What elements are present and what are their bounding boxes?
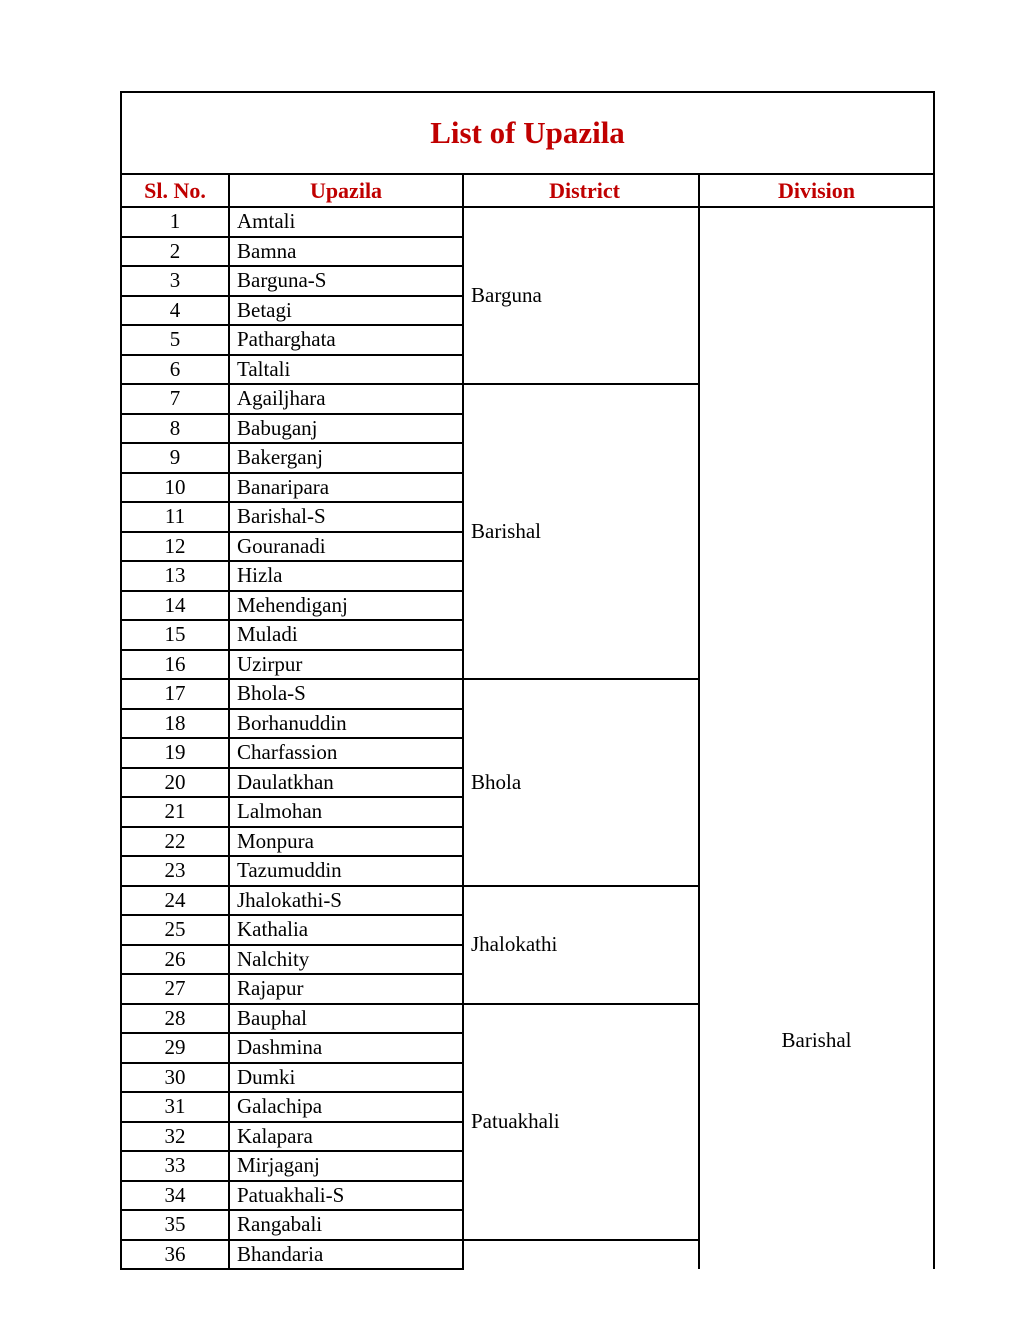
page-title: List of Upazila	[121, 92, 934, 174]
district-cell: Barguna	[463, 207, 699, 384]
upazila-cell: Daulatkhan	[229, 768, 463, 798]
district-cell: Patuakhali	[463, 1004, 699, 1240]
sl-no-cell: 32	[121, 1122, 229, 1152]
col-header-district: District	[463, 174, 699, 207]
sl-no-cell: 19	[121, 738, 229, 768]
sl-no-cell: 17	[121, 679, 229, 709]
upazila-cell: Rajapur	[229, 974, 463, 1004]
sl-no-cell: 24	[121, 886, 229, 916]
upazila-cell: Charfassion	[229, 738, 463, 768]
sl-no-cell: 22	[121, 827, 229, 857]
upazila-cell: Patuakhali-S	[229, 1181, 463, 1211]
col-header-division: Division	[699, 174, 934, 207]
upazila-cell: Kathalia	[229, 915, 463, 945]
sl-no-cell: 31	[121, 1092, 229, 1122]
sl-no-cell: 1	[121, 207, 229, 237]
upazila-cell: Mirjaganj	[229, 1151, 463, 1181]
upazila-table	[120, 91, 935, 1270]
upazila-cell: Gouranadi	[229, 532, 463, 562]
sl-no-cell: 33	[121, 1151, 229, 1181]
table-row	[121, 207, 934, 237]
sl-no-cell: 34	[121, 1181, 229, 1211]
district-cell: Jhalokathi	[463, 886, 699, 1004]
document-page	[120, 91, 933, 1270]
sl-no-cell: 10	[121, 473, 229, 503]
sl-no-cell: 11	[121, 502, 229, 532]
upazila-cell: Dumki	[229, 1063, 463, 1093]
upazila-cell: Bhola-S	[229, 679, 463, 709]
upazila-cell: Bauphal	[229, 1004, 463, 1034]
upazila-cell: Patharghata	[229, 325, 463, 355]
sl-no-cell: 8	[121, 414, 229, 444]
upazila-cell: Kalapara	[229, 1122, 463, 1152]
sl-no-cell: 21	[121, 797, 229, 827]
upazila-cell: Amtali	[229, 207, 463, 237]
sl-no-cell: 18	[121, 709, 229, 739]
upazila-cell: Hizla	[229, 561, 463, 591]
upazila-cell: Uzirpur	[229, 650, 463, 680]
district-cell: Bhola	[463, 679, 699, 886]
sl-no-cell: 12	[121, 532, 229, 562]
sl-no-cell: 16	[121, 650, 229, 680]
upazila-cell: Jhalokathi-S	[229, 886, 463, 916]
sl-no-cell: 23	[121, 856, 229, 886]
sl-no-cell: 29	[121, 1033, 229, 1063]
upazila-cell: Babuganj	[229, 414, 463, 444]
upazila-cell: Lalmohan	[229, 797, 463, 827]
upazila-cell: Bakerganj	[229, 443, 463, 473]
upazila-cell: Bamna	[229, 237, 463, 267]
sl-no-cell: 9	[121, 443, 229, 473]
header-row	[121, 174, 934, 207]
upazila-cell: Muladi	[229, 620, 463, 650]
sl-no-cell: 6	[121, 355, 229, 385]
upazila-cell: Taltali	[229, 355, 463, 385]
division-cell: Barishal	[699, 207, 934, 1269]
upazila-cell: Barguna-S	[229, 266, 463, 296]
sl-no-cell: 26	[121, 945, 229, 975]
upazila-cell: Galachipa	[229, 1092, 463, 1122]
sl-no-cell: 27	[121, 974, 229, 1004]
upazila-cell: Banaripara	[229, 473, 463, 503]
upazila-cell: Barishal-S	[229, 502, 463, 532]
sl-no-cell: 28	[121, 1004, 229, 1034]
sl-no-cell: 13	[121, 561, 229, 591]
sl-no-cell: 25	[121, 915, 229, 945]
upazila-cell: Nalchity	[229, 945, 463, 975]
sl-no-cell: 2	[121, 237, 229, 267]
title-row	[121, 92, 934, 174]
sl-no-cell: 15	[121, 620, 229, 650]
sl-no-cell: 14	[121, 591, 229, 621]
sl-no-cell: 4	[121, 296, 229, 326]
upazila-cell: Bhandaria	[229, 1240, 463, 1270]
upazila-cell: Betagi	[229, 296, 463, 326]
district-cell	[463, 1240, 699, 1270]
upazila-cell: Dashmina	[229, 1033, 463, 1063]
upazila-cell: Borhanuddin	[229, 709, 463, 739]
sl-no-cell: 3	[121, 266, 229, 296]
sl-no-cell: 7	[121, 384, 229, 414]
upazila-cell: Mehendiganj	[229, 591, 463, 621]
col-header-sl-no: Sl. No.	[121, 174, 229, 207]
sl-no-cell: 35	[121, 1210, 229, 1240]
upazila-cell: Agailjhara	[229, 384, 463, 414]
sl-no-cell: 20	[121, 768, 229, 798]
district-cell: Barishal	[463, 384, 699, 679]
upazila-cell: Rangabali	[229, 1210, 463, 1240]
sl-no-cell: 36	[121, 1240, 229, 1270]
sl-no-cell: 30	[121, 1063, 229, 1093]
upazila-cell: Tazumuddin	[229, 856, 463, 886]
upazila-cell: Monpura	[229, 827, 463, 857]
sl-no-cell: 5	[121, 325, 229, 355]
col-header-upazila: Upazila	[229, 174, 463, 207]
